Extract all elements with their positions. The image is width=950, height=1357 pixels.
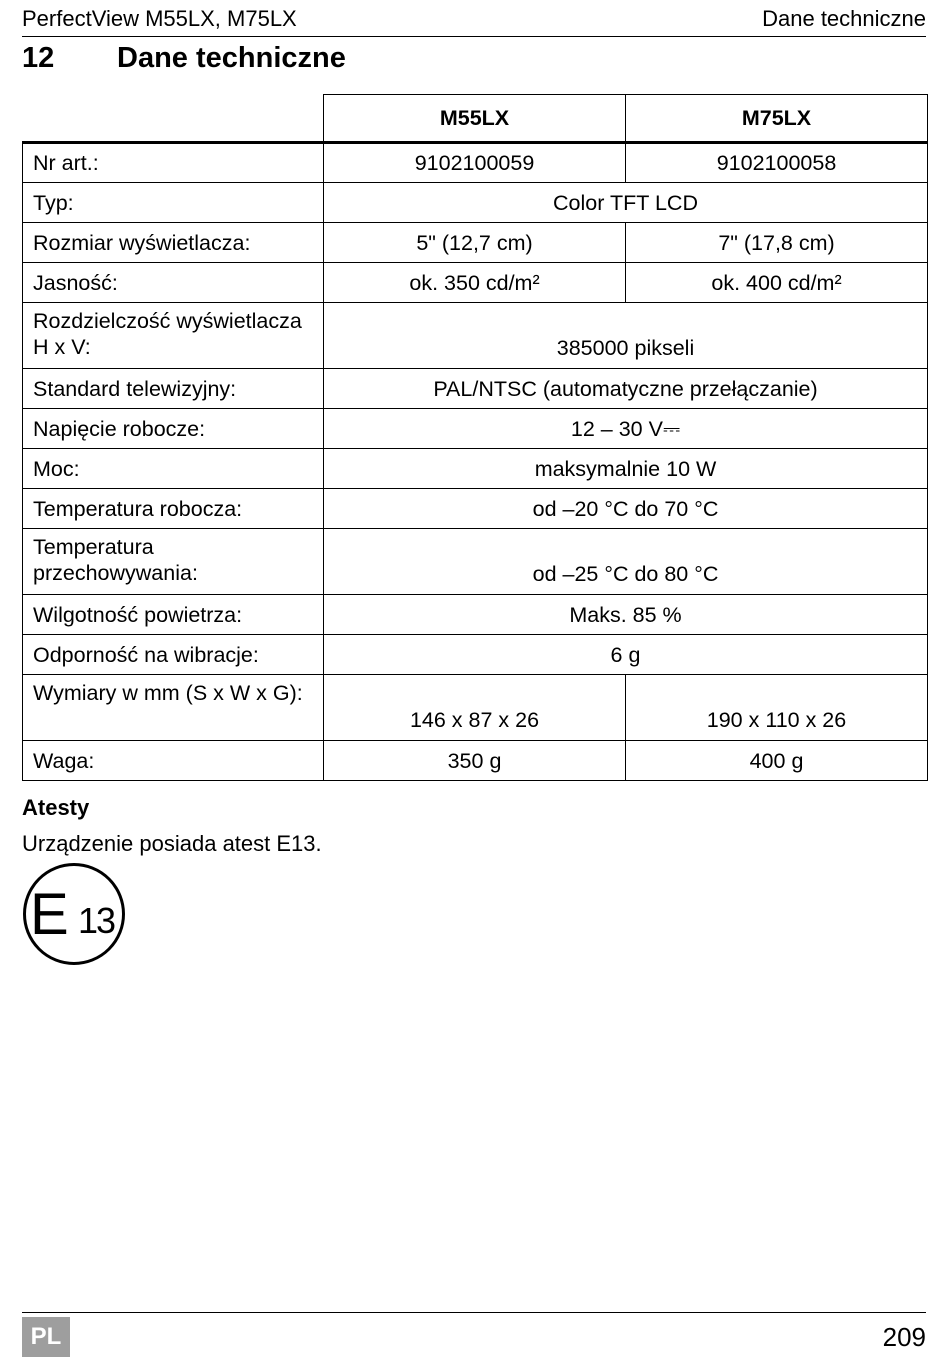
table-row	[23, 369, 928, 409]
table-row	[23, 449, 928, 489]
row-label: Napięcie robocze:	[23, 409, 324, 449]
table-row	[23, 183, 928, 223]
technical-data-table	[22, 94, 928, 781]
table-row	[23, 529, 928, 595]
row-value: PAL/NTSC (automatyczne przełączanie)	[324, 369, 928, 409]
table-row	[23, 143, 928, 183]
table-row	[23, 303, 928, 369]
row-value: 6 g	[324, 635, 928, 675]
row-value: maksymalnie 10 W	[324, 449, 928, 489]
table-row	[23, 635, 928, 675]
table-row	[23, 409, 928, 449]
language-badge: PL	[22, 1317, 70, 1357]
certification-text: Urządzenie posiada atest E13.	[22, 831, 322, 856]
table-row	[23, 223, 928, 263]
row-value: 7" (17,8 cm)	[626, 223, 928, 263]
row-value: 385000 pikseli	[324, 303, 928, 369]
page-header	[22, 5, 926, 37]
e-mark-letter: E	[30, 882, 69, 947]
column-header-m75lx: M75LX	[626, 95, 928, 143]
row-value: od –25 °C do 80 °C	[324, 529, 928, 595]
row-label: Nr art.:	[23, 143, 324, 183]
table-row	[23, 263, 928, 303]
table-row	[23, 489, 928, 529]
header-section-title: Dane techniczne	[762, 6, 926, 31]
row-value: 12 – 30 V⎓	[324, 409, 928, 449]
row-value: 400 g	[626, 741, 928, 781]
e-mark-number: 13	[78, 900, 115, 941]
chapter-number: 12	[22, 42, 55, 74]
row-value: 5" (12,7 cm)	[324, 223, 626, 263]
table-row	[23, 675, 928, 741]
row-label: Waga:	[23, 741, 324, 781]
row-value: 350 g	[324, 741, 626, 781]
certification-heading: Atesty	[22, 795, 90, 820]
table-header-blank	[23, 95, 324, 143]
table-row	[23, 595, 928, 635]
table-row	[23, 741, 928, 781]
row-label: Rozdzielczość wyświetlacza H x V:	[23, 303, 324, 369]
row-label: Standard telewizyjny:	[23, 369, 324, 409]
row-label: Temperatura przechowywania:	[23, 529, 324, 595]
row-label: Wymiary w mm (S x W x G):	[23, 675, 324, 741]
footer-divider	[22, 1312, 926, 1313]
table-header-row	[23, 95, 928, 143]
row-label: Moc:	[23, 449, 324, 489]
row-value: od –20 °C do 70 °C	[324, 489, 928, 529]
row-label: Odporność na wibracje:	[23, 635, 324, 675]
row-label: Rozmiar wyświetlacza:	[23, 223, 324, 263]
row-label: Wilgotność powietrza:	[23, 595, 324, 635]
row-value: Maks. 85 %	[324, 595, 928, 635]
row-label: Temperatura robocza:	[23, 489, 324, 529]
page-number: 209	[882, 1322, 926, 1352]
e13-mark-icon	[22, 862, 126, 966]
column-header-m55lx: M55LX	[324, 95, 626, 143]
row-value: 9102100059	[324, 143, 626, 183]
row-label: Typ:	[23, 183, 324, 223]
header-product-title: PerfectView M55LX, M75LX	[22, 6, 297, 31]
row-value: 146 x 87 x 26	[324, 675, 626, 741]
row-value: 190 x 110 x 26	[626, 675, 928, 741]
row-value: 9102100058	[626, 143, 928, 183]
row-value: ok. 400 cd/m²	[626, 263, 928, 303]
chapter-title: Dane techniczne	[117, 42, 346, 74]
row-label: Jasność:	[23, 263, 324, 303]
row-value: Color TFT LCD	[324, 183, 928, 223]
row-value: ok. 350 cd/m²	[324, 263, 626, 303]
